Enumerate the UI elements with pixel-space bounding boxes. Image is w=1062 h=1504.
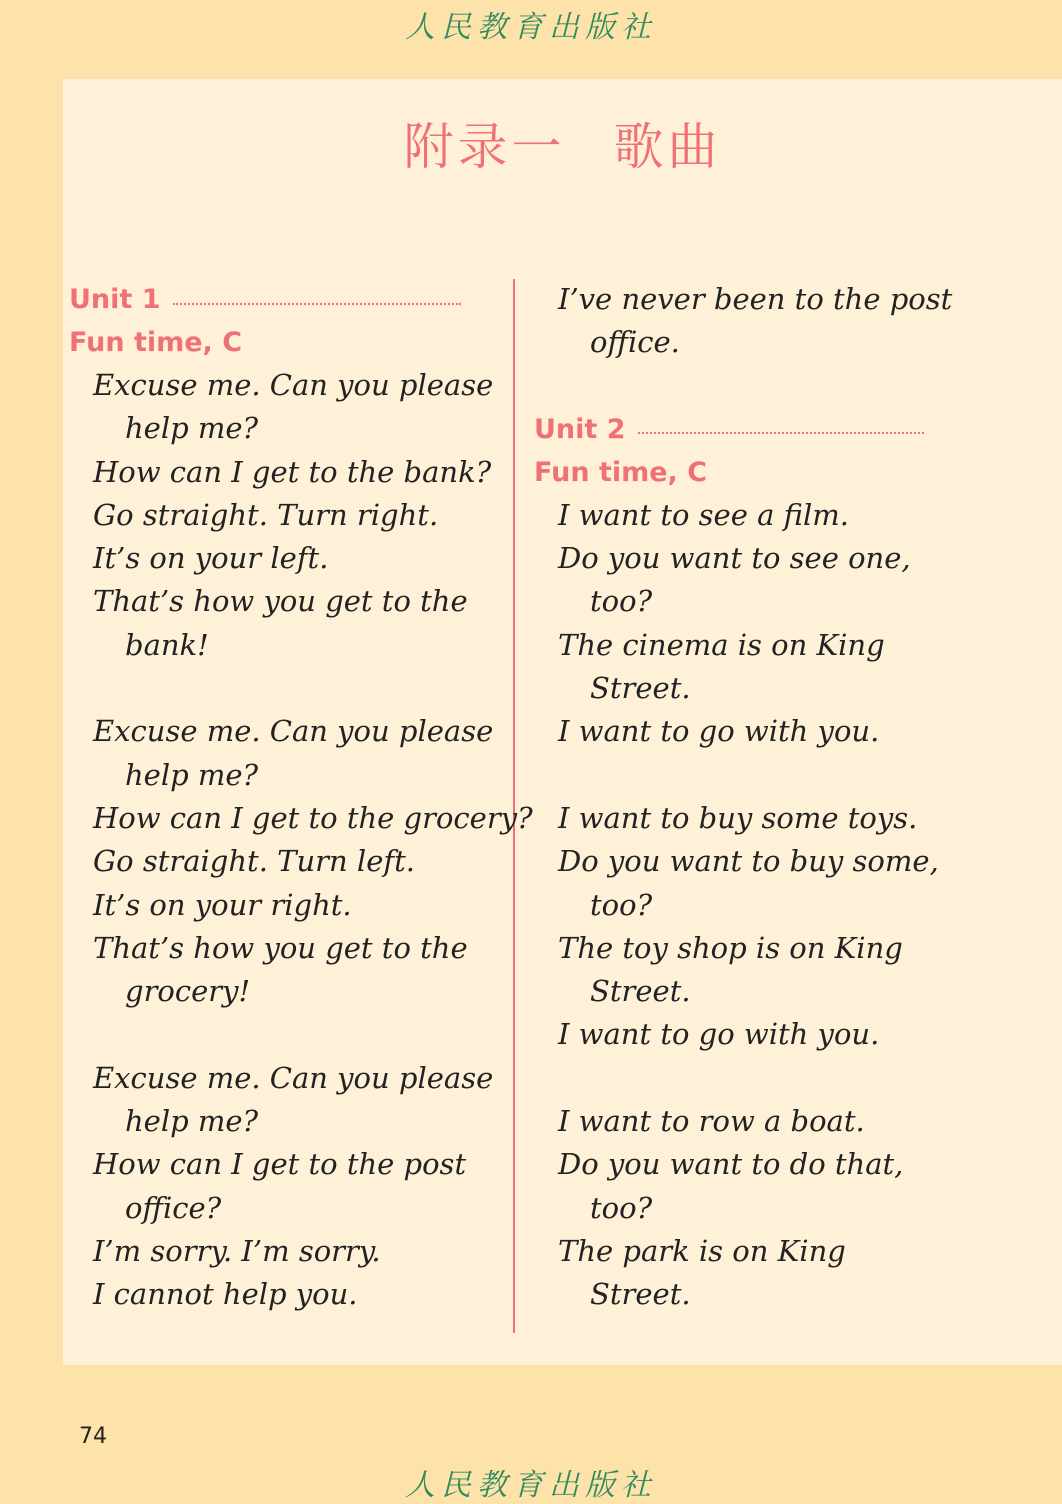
lyric-line: The cinema is on King bbox=[558, 627, 885, 662]
unit-heading bbox=[534, 408, 1014, 451]
lyric-line: That’s how you get to the bbox=[93, 584, 468, 619]
lyric-line: I cannot help you. bbox=[93, 1277, 358, 1312]
lyric-line: Go straight. Turn right. bbox=[93, 497, 439, 532]
lyric-line: It’s on your right. bbox=[93, 887, 352, 922]
lyric-line: office. bbox=[590, 325, 680, 360]
lyric-line: Do you want to buy some, bbox=[558, 844, 939, 879]
lyric-line: I want to see a film. bbox=[558, 497, 849, 532]
lyric-line: bank! bbox=[125, 627, 209, 662]
lyric-line: Street. bbox=[590, 1277, 691, 1312]
lyric-line: I want to go with you. bbox=[558, 1017, 880, 1052]
lyric-line: Go straight. Turn left. bbox=[93, 844, 415, 879]
lyric-line: I’ve never been to the post bbox=[558, 282, 953, 316]
lyric-line: office? bbox=[125, 1190, 222, 1225]
unit-heading bbox=[69, 278, 509, 321]
lyric-line: Do you want to do that, bbox=[558, 1147, 904, 1182]
lyric-line: Excuse me. Can you please bbox=[93, 368, 494, 402]
stanza-gap bbox=[534, 365, 1014, 408]
title-part2: 歌曲 bbox=[613, 118, 722, 176]
page-title bbox=[63, 107, 1062, 179]
lyric-line: How can I get to the post bbox=[93, 1147, 467, 1182]
stanza-gap bbox=[69, 1013, 509, 1056]
page-number: 74 bbox=[79, 1424, 107, 1449]
lyric-line: Excuse me. Can you please bbox=[93, 1060, 494, 1095]
lyric-line: too? bbox=[590, 584, 653, 619]
dotted-rule bbox=[638, 432, 924, 434]
lyric-line: The park is on King bbox=[558, 1233, 846, 1268]
lyric-line: The toy shop is on King bbox=[558, 930, 903, 965]
unit-label: Unit 2 bbox=[534, 413, 626, 445]
unit-label: Unit 1 bbox=[69, 284, 161, 315]
lyric-line: Street. bbox=[590, 974, 691, 1009]
lyric-line: I want to go with you. bbox=[558, 714, 880, 749]
title-part1: 附录一 bbox=[403, 118, 566, 176]
lyric-line: I want to row a boat. bbox=[558, 1104, 865, 1139]
lyric-line: How can I get to the grocery? bbox=[93, 800, 533, 835]
section-heading: Fun time, C bbox=[534, 456, 708, 488]
dotted-rule bbox=[173, 303, 461, 305]
lyric-line: That’s how you get to the bbox=[93, 930, 468, 965]
lyric-line: too? bbox=[590, 887, 653, 922]
lyric-line: Excuse me. Can you please bbox=[93, 714, 494, 749]
lyric-line: too? bbox=[590, 1190, 653, 1225]
left-column bbox=[69, 278, 533, 1317]
publisher-watermark-bottom: 人民教育出版社 bbox=[405, 1468, 657, 1503]
right-column bbox=[534, 278, 1014, 1317]
lyric-line: help me? bbox=[125, 757, 259, 792]
lyric-line: Street. bbox=[590, 671, 691, 706]
section-heading: Fun time, C bbox=[69, 327, 243, 358]
lyric-line: help me? bbox=[125, 411, 259, 446]
lyric-line: grocery! bbox=[125, 974, 251, 1009]
lyric-line: I’m sorry. I’m sorry. bbox=[93, 1233, 381, 1268]
stanza-gap bbox=[534, 1057, 1014, 1100]
lyric-line: How can I get to the bank? bbox=[93, 454, 492, 489]
lyric-line: I want to buy some toys. bbox=[558, 800, 918, 835]
stanza-gap bbox=[534, 754, 1014, 797]
lyric-line: Do you want to see one, bbox=[558, 541, 911, 576]
publisher-watermark-top: 人民教育出版社 bbox=[405, 10, 657, 45]
lyric-line: help me? bbox=[125, 1104, 259, 1139]
stanza-gap bbox=[69, 667, 509, 710]
lyric-line: It’s on your left. bbox=[93, 541, 329, 576]
content-panel bbox=[63, 79, 1062, 1365]
